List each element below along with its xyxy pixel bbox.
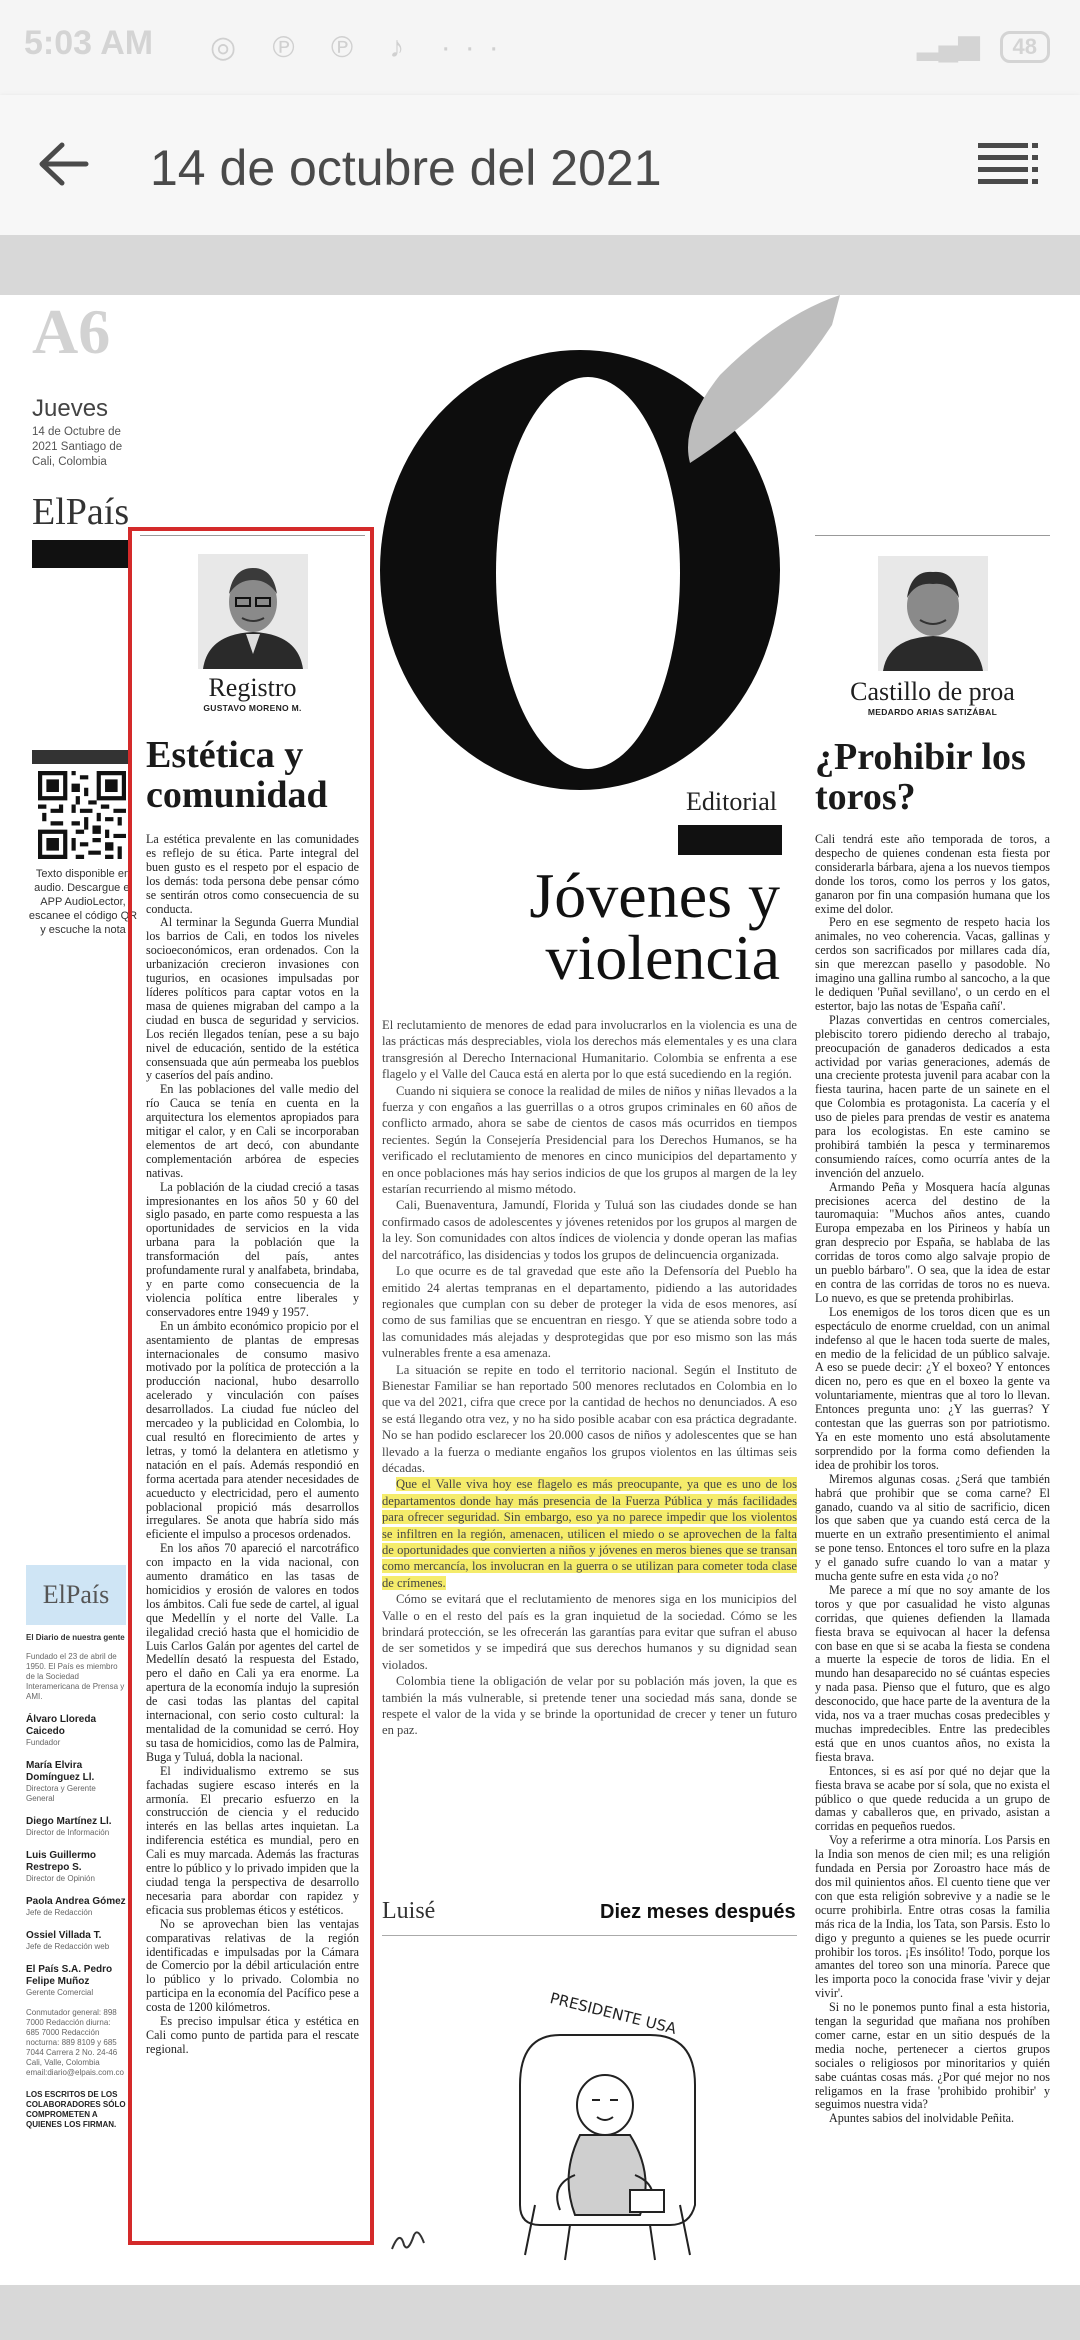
app-bar bbox=[0, 95, 1080, 235]
paragraph: Entonces, si es así por qué no dejar que la fiesta brava se acabe por sí sola, que no exista el público o que quede reducida a un grupo de damas y caballeros que, en privado, asistan a corridas en pequeños ruedos. bbox=[815, 1763, 1050, 1834]
paragraph: Cómo se evitará que el reclutamiento de menores siga en los municipios del Valle o en el resto del país es la gran inquietud de la sociedad. Cómo se les brindará protección, se les ofrecerán las garantías para evitar que sufran el abuso de ser sometidos y se impedirá que sus derechos humanos y su dignidad sean violados. bbox=[382, 1592, 797, 1672]
status-time: 5:03 AM bbox=[24, 24, 154, 62]
newspaper-logo: ElPaís bbox=[32, 491, 130, 533]
paragraph: Miremos algunas cosas. ¿Será que también habrá que prohibir que se coma carne? El ganado, cuando va al sitio de sacrificio, dicen los que saben que ya cuando está cerca de la muerte en un extraño presentimiento el animal se pone tenso. Entonces el toro sufre en la plaza y el ganado sufre cuando lo van a matar y mucha gente sufre en esta vida ¿o no? bbox=[815, 1471, 1050, 1584]
paragraph: Los enemigos de los toros dicen que es un espectáculo de enorme crueldad, con un animal indefenso al que le hacen toda suerte de males, en medio de la felicidad de un público salvaje. A eso se puede decir: ¿Y el boxeo? Y entonces dicen no, pero es que en el boxeo la gente va voluntariamente, mientras que al toro lo llevan. Entonces pregunta uno: ¿Y las guerras? Y contestan que las guerras son por patriotismo. Ya en este momento uno está absolutamente sorprendido por la forma como defienden la idea de prohibir los toros. bbox=[815, 1304, 1050, 1472]
paragraph: Cali, Buenaventura, Jamundí, Florida y Tuluá son las ciudades donde se han confirmado casos de adolescentes y jóvenes retenidos por los grupos al margen de la ley. Son comunidades con altos índices de violencia y donde operan las mafias del narcotráfico, las disidencias y todos los grupos de delincuencia organizada. bbox=[382, 1198, 797, 1262]
section-bar bbox=[32, 540, 132, 568]
staff-name: Álvaro Lloreda Caicedo bbox=[26, 1714, 97, 1737]
staff-name: Luis Guillermo Restrepo S. bbox=[26, 1850, 97, 1873]
list-menu-icon[interactable] bbox=[978, 141, 1040, 187]
staff-role: Jefe de Redacción bbox=[26, 1908, 93, 1917]
staff-role: Directora y Gerente General bbox=[26, 1784, 96, 1803]
page-number: A6 bbox=[32, 296, 111, 367]
paragraph: En las poblaciones del valle medio del río Cauca se tenía en cuenta en la arquitectura los elementos apropiados para mitigar el calor, y en Cali se incorporaban elementos de art decó, con abundante complementación arbórea de especies nativas. bbox=[146, 1082, 359, 1180]
masthead-contact: Conmutador general: 898 7000 Redacción diurna: 685 7000 Redacción nocturna: 889 8109 y 685 7044 Carrera 2 No. 24-46 Cali, Valle, Colombia email:diario@elpais.com.co bbox=[26, 2008, 124, 2077]
article-headline: Estética y comunidad bbox=[146, 734, 328, 816]
masthead-tagline: El Diario de nuestra gente bbox=[26, 1633, 125, 1642]
paragraph: La estética prevalente en las comunidades es reflejo de su ética. Parte integral del buen gusto es el respeto por el espacio de los demás: toda persona debe pensar cómo se sentirán otros como consecuencia de su conducta. bbox=[146, 832, 359, 916]
column-name: Registro bbox=[208, 673, 297, 702]
battery-icon bbox=[1000, 31, 1050, 63]
paragraph: Voy a referirme a otra minoría. Los Parsis en la India son menos de cien mil; es una religión fundada en Persia por Zoroastro hace más de dos mil quinientos años. El cuento tiene que ver con que esta religión sobrevive y a nadie se le ocurre prohibirla. Entre otras cosas la familia más rica de la India, los Tata, son Parsis. Esto lo digo y pregunto a quienes se les puede ocurrir prohibir los toros. ¡Es insólito! Todo, porque los amantes del toreo son una minoría. Parece que les importa poco la conocida frase 'vivir y dejar vivir'. bbox=[815, 1833, 1050, 2001]
article-body bbox=[815, 833, 1050, 2126]
paragraph: Pero en ese segmento de respeto hacia los animales, no veo coherencia. Vacas, gallinas y cerdos son sacrificados por millares cada día, sin que merezcan pasello y pasodoble. No imagino una gallina rumbo al sancocho, a la que le dediquen 'Puñal sevillano', o un cerdo en el estertor, bajo las notas de 'España cañí'. bbox=[815, 915, 1050, 1013]
author-photo-left bbox=[198, 554, 308, 669]
column-author: MEDARDO ARIAS SATIZÁBAL bbox=[867, 707, 998, 717]
staff-name: Ossiel Villada T. bbox=[26, 1930, 102, 1941]
staff-role: Jefe de Redacción web bbox=[26, 1942, 110, 1951]
paragraph: El individualismo extremo se sus fachadas sugiere escaso interés en la armonía. El precario esfuerzo en la construcción de ciencia y el reducido interés en las bellas artes inquietan. La indiferencia estética es mundial, pero en Cali es muy marcada. Además las fracturas entre lo público y lo privado impiden que la ciudad tenga la perspectiva de desarrollo necesaria para abordar con rapidez y eficacia sus problemas éticos y estéticos. bbox=[146, 1763, 359, 1917]
cartoon-sign: PRESIDENTE USA bbox=[548, 1989, 679, 2038]
paragraph: Si no le ponemos punto final a esta historia, tengan la seguridad que mañana nos prohíben comer carne, estar en un sitio después de la media noche, pertenecer a ciertos grupos sociales o religiosos por minoritarios y quién sabe cuántas cosas más. ¿Por qué mejor no nos religamos en la frase 'prohibido prohibir' y seguimos nuestra vida? bbox=[815, 2000, 1050, 2112]
page-top-margin bbox=[0, 235, 1080, 295]
wifi-icon: ▂▄▆ bbox=[916, 29, 980, 60]
battery-level: 48 bbox=[1012, 34, 1037, 59]
newspaper-page[interactable] bbox=[0, 295, 1080, 2285]
paragraph: En los años 70 apareció el narcotráfico con impacto en la vida nacional, con aumento dramático en las tasas de homicidios y erosión de valores en todos los ámbitos. Cali fue sede de cartel, al igual que Medellín y el norte del Valle. La ilegalidad creció hasta que el homicidio de Luis Carlos Galán por agentes del cartel de Medellín desató la respuesta del Estado, pero el daño en Cali ya era enorme. La apertura de la economía indujo la supresión de casi todas las plantas del capital internacional, con serio costo cultural: la mentalidad de la comunidad se cerró. Hoy su tasa de homicidios, como las de Palmira, Buga y Tuluá, dobla la nacional. bbox=[146, 1541, 359, 1764]
article-body bbox=[140, 833, 365, 2057]
staff-name: El País S.A. Pedro Felipe Muñoz bbox=[26, 1964, 113, 1987]
masthead bbox=[26, 1565, 126, 2130]
accent-mark-graphic bbox=[660, 295, 840, 465]
cartoonist-signature bbox=[388, 2225, 428, 2255]
paragraph: Al terminar la Segunda Guerra Mundial los barrios de Cali, en todos los niveles socioeconómicos, eran ordenados. Con la urbanización crecieron invasiones con tugurios, en ocasiones impulsadas por líderes políticos para captar votos en la masa de quienes migraban del campo a la ciudad en busca de seguridad y servicios. Los recién llegados tenían, pese a su bajo nivel de educación, sentido de la estética consensuada que aún permeaba los pueblos y caseríos del país andino. bbox=[146, 915, 359, 1083]
cartoon-drawing bbox=[480, 1975, 740, 2265]
staff-role: Gerente Comercial bbox=[26, 1988, 94, 1997]
highlighted-paragraph[interactable]: Que el Valle viva hoy ese flagelo es más preocupante, ya que es uno de los departamentos donde hay más presencia de la Fuerza Pública y más facilidades para ofrecer seguridad. Sin embargo, eso ya no parece impedir que los violentos se infiltren en la región, amenacen, utilicen el miedo o se aprovechen de la falta de oportunidades que convierten a niños y jóvenes en meros bienes que se transan como mercancía, los involucran en la guerra o se utilizan para cometer toda clase de crímenes. bbox=[382, 1477, 797, 1590]
article-headline: ¿Prohibir los toros? bbox=[815, 736, 1026, 818]
staff-role: Fundador bbox=[26, 1738, 61, 1747]
paragraph: Es preciso impulsar ética y estética en Cali como punto de partida para el rescate regional. bbox=[146, 2014, 359, 2056]
masthead-logo: ElPaís bbox=[26, 1565, 126, 1625]
masthead-disclaimer: LOS ESCRITOS DE LOS COLABORADORES SÓLO COMPROMETEN A QUIENES LOS FIRMAN. bbox=[26, 2090, 126, 2129]
paragraph: El reclutamiento de menores de edad para involucrarlos en la violencia es una de las prácticas más despreciables, viola los derechos más elementales y es una clara transgresión al Derecho Internacional Humanitario. Colombia se enfrenta a ese flagelo y el Valle del Cauca está en alerta por lo que está sucediendo en la región. bbox=[382, 1018, 797, 1082]
system-icons bbox=[917, 28, 1050, 63]
column-rule bbox=[140, 535, 365, 536]
paragraph: Plazas convertidas en centros comerciales, plebiscito torero pidiendo derecho al trabajo, preocupación de ganaderos dedicados a esta actividad por varias generaciones, además de una creciente protesta juvenil para acabar con la fiesta taurina, hacen parte de un sainete en el que Colombia es protagonista. La cacería y el uso de pieles para prendas de vestir es anatema para los ecologistas. En este camino se prohibirá también la pesca y terminaremos consumiendo raíces, como ocurría antes de la invención del anzuelo. bbox=[815, 1012, 1050, 1180]
staff-name: Paola Andrea Gómez bbox=[26, 1896, 126, 1907]
editorial-bar bbox=[678, 825, 782, 855]
paragraph: Colombia tiene la obligación de velar por su población más joven, la que es también la más vulnerable, si pretende tener una sociedad más sana, donde se respete el valor de la vida y se brinde la oportunidad de crecer y tener un futuro en paz. bbox=[382, 1674, 797, 1738]
staff-role: Director de Información bbox=[26, 1828, 110, 1837]
day-name: Jueves bbox=[32, 395, 109, 422]
page-bottom-margin bbox=[0, 2285, 1080, 2340]
cartoonist-name: Luisé bbox=[382, 1898, 436, 1924]
page-title: 14 de octubre del 2021 bbox=[150, 140, 662, 196]
paragraph: Armando Peña y Mosquera hacía algunas precisiones acerca del destino de la tauromaquia: "Muchos años antes, cuando Europa empezaba en los Pirineos y había un gran desprecio por España, se hablaba de las corridas de toros como algo salvaje propio de un pueblo bárbaro". O sea, que la idea de estar en contra de las corridas de toros no es nueva. Lo nuevo, es que se pretenda prohibirlas. bbox=[815, 1179, 1050, 1305]
cartoon-rule bbox=[382, 1935, 797, 1936]
qr-code-icon[interactable] bbox=[38, 771, 126, 859]
masthead-founded: Fundado el 23 de abril de 1950. El País es miembro de la Sociedad Interamericana de Prensa y AMI. bbox=[26, 1652, 125, 1701]
status-bar bbox=[0, 0, 1080, 95]
paragraph: Lo que ocurre es de tal gravedad que este año la Defensoría del Pueblo ha emitido 24 alertas tempranas en el departamento, pidiendo a las autoridades regionales que cumplan con su deber de proteger la vida de esos menores, así como de sus familias que se encuentran en riesgo. Y que se atienda sobre todo a las comunidades más alejadas y desprotegidas que por eso mismo son las más vulnerables frente a esa amenaza. bbox=[382, 1264, 797, 1361]
date-info: 14 de Octubre de 2021 Santiago de Cali, Colombia bbox=[32, 426, 123, 468]
paragraph: Apuntes sabios del inolvidable Peñita. bbox=[829, 2111, 1015, 2126]
staff-role: Director de Opinión bbox=[26, 1874, 95, 1883]
left-opinion-column[interactable] bbox=[140, 535, 365, 2057]
staff-name: María Elvira Domínguez Ll. bbox=[26, 1760, 95, 1783]
column-author: GUSTAVO MORENO M. bbox=[203, 703, 302, 713]
notification-icons: ◎ ℗ ℗ ♪ ··· bbox=[210, 31, 513, 64]
column-rule bbox=[815, 535, 1050, 536]
qr-caption: Texto disponible en audio. Descargue el APP AudioLector, escanee el código QR y escuche la nota bbox=[28, 868, 138, 936]
paragraph: La situación se repite en todo el territorio nacional. Según el Instituto de Bienestar Familiar se han reportado 500 menores reclutados en Colombia en lo que va del 2021, cifra que crece por la cantidad de hechos no denunciados. A eso se está llegando otra vez, y no ha sido posible acabar con esa práctica degradante. No se han podido esclarecer los 20.000 casos de niños y adolescentes que se han llevado a la fuerza o mediante engaños los grupos violentos en las últimas seis décadas. bbox=[382, 1362, 797, 1475]
paragraph: Me parece a mí que no soy amante de los toros y que por casualidad he visto algunas corridas, que quienes defienden la llamada fiesta brava se equivocan al hacer la defensa con base en que si se acaba la fiesta se condena a muerte la especie de toros de lidia. En el mundo han desaparecido no sé cuántas especies y nada pasa. Pienso que el futuro, que es algo desconocido, que hace parte de la aventura de la vida, nos va a traer muchas cosas predecibles y muchas impredecibles. Entre las predecibles está que en unos cuantos años, no exista la fiesta brava. bbox=[815, 1582, 1050, 1764]
column-name: Castillo de proa bbox=[850, 677, 1015, 706]
cartoon-title: Diez meses después bbox=[600, 1901, 796, 1923]
back-arrow-icon[interactable] bbox=[34, 135, 92, 193]
paragraph: No se aprovechan bien las ventajas comparativas relativas de la región identificadas e impulsadas por la Cámara de Comercio por la débil articulación entre lo público y lo privado. Colombia no participa en la economía del Pacífico pese a costa de 1200 kilómetros. bbox=[146, 1916, 359, 2015]
paragraph: La población de la ciudad creció a tasas impresionantes en los años 50 y 60 del siglo pasado, en parte como respuesta a las oportunidades de servicios en la vida urbana para la población que la transformación del país, antes profundamente rural y analfabeta, brindaba, y en parte como consecuencia de la violencia política entre liberales y conservadores entre 1949 y 1957. bbox=[146, 1179, 359, 1319]
paragraph: Cuando ni siquiera se conoce la realidad de miles de niños y niñas llevados a la fuerza y con engaños a las guerrillas o a otros grupos criminales en 60 años de conflicto armado, ahora se sabe de cientos de casos más ocurridos en tiempos recientes. Según la Consejería Presidencial para los Derechos Humanos, se ha verificado el reclutamiento de menores en cinco municipios del departamento y en once poblaciones más hay serios indicios de que los grupos al margen de la ley estarían recurriendo al mismo método. bbox=[382, 1083, 797, 1197]
editorial-headline: Jóvenes y violencia bbox=[529, 860, 780, 993]
editorial-label: Editorial bbox=[686, 787, 777, 816]
qr-bar bbox=[32, 750, 132, 764]
paragraph: En un ámbito económico propicio por el asentamiento de plantas de empresas internacionales de consumo masivo motivado por la política de protección a la producción nacional, hubo desarrollo acelerado y vinculación con países desarrollados. La ciudad fue núcleo del mercadeo y la publicidad en Colombia, lo cual resultó en florecimiento de artes y letras, y tomó la delantera en atletismo y natación en el país. Además respondió en forma acertada para atender necesidades de acueducto y electricidad, pero el aumento poblacional propició más desarrollos irregulares. Se anota que habría sido más eficiente el impulso a procesos ordenados. bbox=[146, 1318, 359, 1542]
paragraph: Cali tendrá este año temporada de toros, a despecho de quienes condenan esta fiesta por considerarla bárbara, ajena a los nuevos tiempos donde los toros, como los perros y los gatos, ganaron por fin una compasión humana que los exime del dolor. bbox=[815, 832, 1050, 916]
staff-name: Diego Martínez Ll. bbox=[26, 1816, 112, 1827]
author-photo-right bbox=[878, 556, 988, 671]
right-opinion-column[interactable] bbox=[815, 535, 1050, 2126]
editorial-body[interactable] bbox=[382, 1017, 797, 1739]
